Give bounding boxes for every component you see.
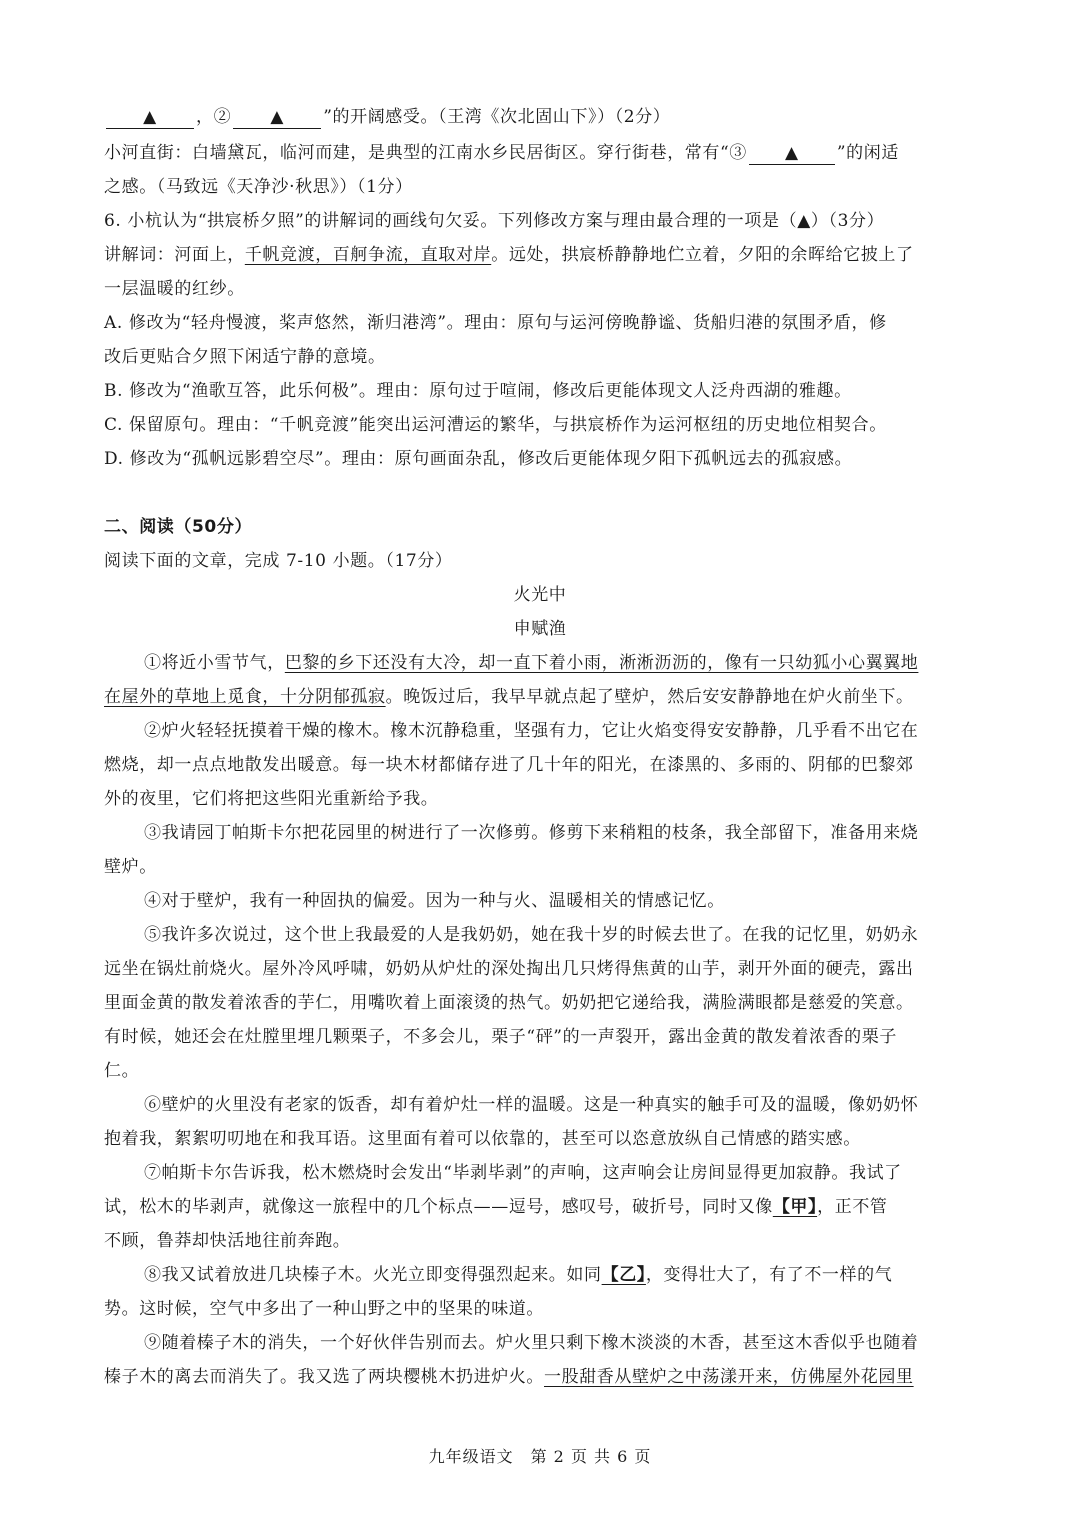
- q6-option-b: B. 修改为“渔歌互答，此乐何极”。理由：原句过于喧闹，修改后更能体现文人泛舟西湖的雅趣。: [104, 381, 852, 401]
- paragraph-9-line-2: [104, 1362, 976, 1392]
- answer-blank-3: ▲: [749, 142, 835, 165]
- q5-line-1-sep: ，②: [196, 107, 232, 127]
- paragraph-3-line-2: 壁炉。: [104, 857, 157, 877]
- q6-passage-line-1: [104, 240, 976, 270]
- article-title: 火光中: [513, 585, 567, 605]
- paragraph-6-line-1: ⑥壁炉的火里没有老家的饭香，却有着炉灶一样的温暖。这是一种真实的触手可及的温暖，像奶奶怀: [144, 1095, 919, 1115]
- paragraph-7-line-3: 不顾，鲁莽却快活地往前奔跑。: [104, 1231, 351, 1251]
- q6-option-a-line-1: A. 修改为“轻舟慢渡，桨声悠然，渐归港湾”。理由：原句与运河傍晚静谧、货船归港的氛围矛盾，修: [104, 313, 887, 333]
- paragraph-7-head: 试，松木的毕剥声，就像这一旅程中的几个标点——逗号，感叹号，破折号，同时又像: [104, 1197, 773, 1217]
- paragraph-5-line-1: ⑤我许多次说过，这个世上我最爱的人是我奶奶，她在我十岁的时候去世了。在我的记忆里，奶奶永: [144, 925, 919, 945]
- section-heading: 二、阅读（50分）: [104, 517, 253, 537]
- paragraph-2-line-2: 燃烧，却一点点地散发出暖意。每一块木材都储存进了几十年的阳光，在漆黑的、多雨的、阴郁的巴黎郊: [104, 755, 914, 775]
- article-author: 申赋渔: [513, 619, 567, 639]
- q5-line-2-tail: ”的闲适: [836, 143, 899, 163]
- q6-option-c: C. 保留原句。理由：“千帆竞渡”能突出运河漕运的繁华，与拱宸桥作为运河枢纽的历史地位相契合。: [104, 415, 887, 435]
- paragraph-5-line-3: 里面金黄的散发着浓香的芋仁，用嘴吹着上面滚烫的热气。奶奶把它递给我，满脸满眼都是慈爱的笑意。: [104, 993, 914, 1013]
- paragraph-2-line-3: 外的夜里，它们将把这些阳光重新给予我。: [104, 789, 439, 809]
- q5-line-3: 之感。（马致远《天净沙·秋思》）（1分）: [104, 177, 413, 197]
- paragraph-5-line-4: 有时候，她还会在灶膛里埋几颗栗子，不多会儿，栗子“砰”的一声裂开，露出金黄的散发着浓香的栗子: [104, 1027, 897, 1047]
- paragraph-3-line-1: ③我请园丁帕斯卡尔把花园里的树进行了一次修剪。修剪下来稍粗的枝条，我全部留下，准备用来烧: [144, 823, 919, 843]
- paragraph-9-line-1: ⑨随着榛子木的消失，一个好伙伴告别而去。炉火里只剩下橡木淡淡的木香，甚至这木香似乎也随着: [144, 1333, 919, 1353]
- q5-line-1: [104, 102, 976, 132]
- q6-passage-tail: 。远处，拱宸桥静静地伫立着，夕阳的余晖给它披上了: [491, 245, 914, 265]
- paragraph-1-line-2: [104, 682, 976, 712]
- paragraph-7-tail: ，正不管: [817, 1197, 888, 1217]
- paragraph-2-line-1: ②炉火轻轻抚摸着干燥的橡木。橡木沉静稳重，坚强有力，它让火焰变得安安静静，几乎看不出它在: [144, 721, 919, 741]
- paragraph-1-head: ①将近小雪节气，: [144, 653, 285, 673]
- answer-blank-2: ▲: [233, 106, 321, 129]
- paragraph-1-line-1: [144, 648, 976, 678]
- q6-passage-head: 讲解词：河面上，: [104, 245, 245, 265]
- section-instruction: 阅读下面的文章，完成 7-10 小题。（17分）: [104, 551, 453, 571]
- paragraph-9-head: 榛子木的离去而消失了。我又选了两块樱桃木扔进炉火。: [104, 1367, 544, 1387]
- paragraph-5-line-5: 仁。: [104, 1061, 140, 1081]
- paragraph-7-line-1: ⑦帕斯卡尔告诉我，松木燃烧时会发出“毕剥毕剥”的声响，这声响会让房间显得更加寂静。我试了: [144, 1163, 902, 1183]
- paragraph-9-underlined: 一股甜香从壁炉之中荡漾开来，仿佛屋外花园里: [544, 1367, 914, 1387]
- q5-line-1-tail: ”的开阔感受。（王湾《次北固山下》）（2分）: [323, 107, 671, 127]
- answer-blank-1: ▲: [106, 106, 194, 129]
- q6-stem: 6. 小杭认为“拱宸桥夕照”的讲解词的画线句欠妥。下列修改方案与理由最合理的一项是（▲）（3分）: [104, 211, 885, 231]
- paragraph-8-tail: ，变得壮大了，有了不一样的气: [645, 1265, 893, 1285]
- paragraph-5-line-2: 远坐在锅灶前烧火。屋外冷风呼啸，奶奶从炉灶的深处掏出几只烤得焦黄的山芋，剥开外面的硬壳，露出: [104, 959, 914, 979]
- q5-line-2: [104, 138, 976, 168]
- q5-line-2-head: 小河直街：白墙黛瓦，临河而建，是典型的江南水乡民居街区。穿行街巷，常有“③: [104, 143, 747, 163]
- q6-option-d: D. 修改为“孤帆远影碧空尽”。理由：原句画面杂乱，修改后更能体现夕阳下孤帆远去的孤寂感。: [104, 449, 853, 469]
- paragraph-4: ④对于壁炉，我有一种固执的偏爱。因为一种与火、温暖相关的情感记忆。: [144, 891, 725, 911]
- q6-underlined-sentence: 千帆竞渡，百舸争流，直取对岸: [244, 245, 492, 265]
- paragraph-7-line-2: [104, 1192, 976, 1222]
- blank-marker-yi: 【乙】: [601, 1265, 646, 1285]
- paragraph-1-tail: 。晚饭过后，我早早就点起了壁炉，然后安安静静地在炉火前坐下。: [385, 687, 914, 707]
- paragraph-8-line-1: [144, 1260, 976, 1290]
- page-footer: 九年级语文 第 2 页 共 6 页: [428, 1447, 652, 1466]
- paragraph-8-line-2: 势。这时候，空气中多出了一种山野之中的坚果的味道。: [104, 1299, 544, 1319]
- blank-marker-jia: 【甲】: [772, 1197, 818, 1217]
- paragraph-1-underlined-2: 在屋外的草地上觅食，十分阴郁孤寂: [104, 687, 386, 707]
- paragraph-6-line-2: 抱着我，絮絮叨叨地在和我耳语。这里面有着可以依靠的，甚至可以恣意放纵自己情感的踏实感。: [104, 1129, 861, 1149]
- q6-option-a-line-2: 改后更贴合夕照下闲适宁静的意境。: [104, 347, 386, 367]
- paragraph-8-head: ⑧我又试着放进几块榛子木。火光立即变得强烈起来。如同: [144, 1265, 602, 1285]
- q6-passage-line-2: 一层温暖的红纱。: [104, 279, 245, 299]
- paragraph-1-underlined-1: 巴黎的乡下还没有大冷，却一直下着小雨，淅淅沥沥的，像有一只幼狐小心翼翼地: [284, 653, 919, 673]
